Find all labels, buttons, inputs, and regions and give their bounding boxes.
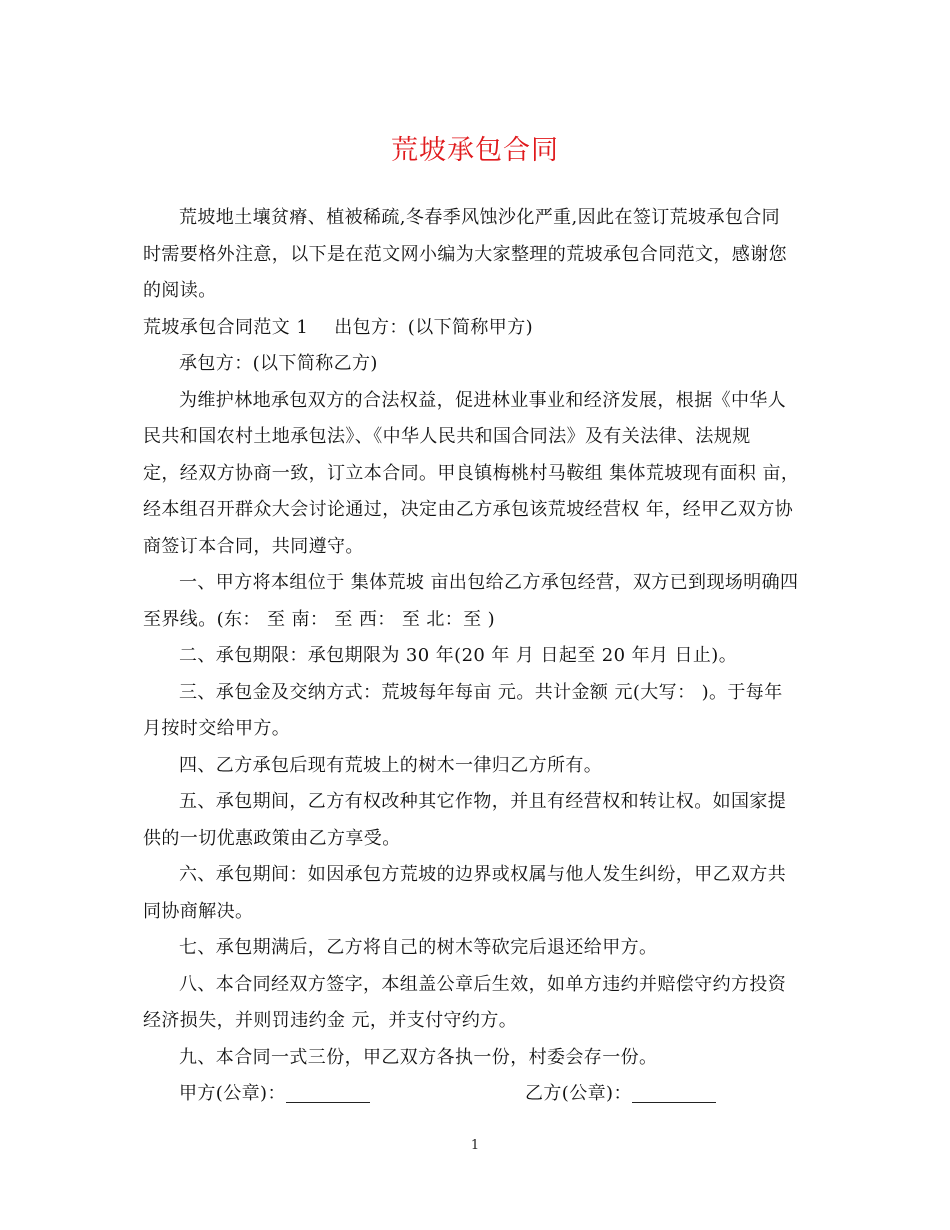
- clause-line: 一、甲方将本组位于 集体荒坡 亩出包给乙方承包经营，双方已到现场明确四: [179, 572, 799, 593]
- signature-row: [143, 1076, 811, 1113]
- party-b-paragraph: [143, 346, 811, 383]
- clause-9: [143, 1040, 811, 1077]
- document-body: [143, 200, 811, 1113]
- intro-line: 时需要格外注意，以下是在范文网小编为大家整理的荒坡承包合同范文，感谢您: [143, 243, 787, 265]
- clause-line: 三、承包金及交纳方式：荒坡每年每亩 元。共计金额 元(大写： )。于每年: [179, 681, 783, 703]
- clause-line: 六、承包期间：如因承包方荒坡的边界或权属与他人发生纠纷，甲乙双方共: [179, 864, 787, 885]
- clause-line: 四、乙方承包后现有荒坡上的树木一律归乙方所有。: [179, 754, 603, 776]
- clause-line: 七、承包期满后，乙方将自己的树木等砍完后退还给甲方。: [179, 937, 658, 958]
- party-b-signature-blank: [632, 1082, 716, 1103]
- preamble-paragraph: [143, 383, 811, 566]
- party-a-label: 出包方：(以下简称甲方): [334, 316, 534, 338]
- preamble-line: 经本组召开群众大会讨论通过，决定由乙方承包该荒坡经营权 年，经甲乙双方协: [143, 499, 794, 520]
- clause-line: 经济损失，并则罚违约金 元，并支付守约方。: [143, 1010, 518, 1031]
- clause-line: 八、本合同经双方签字，本组盖公章后生效，如单方违约并赔偿守约方投资: [179, 973, 787, 995]
- clause-2: [143, 638, 811, 675]
- page-number: 1: [470, 1138, 480, 1153]
- clause-4: [143, 748, 811, 785]
- clause-7: [143, 930, 811, 967]
- intro-paragraph: [143, 200, 811, 310]
- sample-heading-row: [143, 310, 811, 347]
- clause-line: 至界线。(东： 至 南： 至 西： 至 北：至 ): [143, 608, 496, 630]
- preamble-line: 民共和国农村土地承包法》、《中华人民共和国合同法》及有关法律、法规规: [143, 426, 751, 447]
- sample-heading: 荒坡承包合同范文 1: [143, 316, 309, 338]
- party-a-seal-label: 甲方(公章)：: [179, 1083, 286, 1104]
- preamble-line: 定，经双方协商一致，订立本合同。甲良镇梅桃村马鞍组 集体荒坡现有面积 亩，: [143, 462, 800, 484]
- document-title: 荒坡承包合同: [391, 135, 559, 166]
- clause-line: 九、本合同一式三份，甲乙双方各执一份，村委会存一份。: [179, 1046, 658, 1068]
- intro-line: 的阅读。: [143, 280, 217, 301]
- clause-6: [143, 857, 811, 930]
- party-b-seal-label: 乙方(公章)：: [525, 1083, 632, 1104]
- clause-1: [143, 565, 811, 638]
- clause-line: 月按时交给甲方。: [143, 718, 291, 739]
- clause-5: [143, 784, 811, 857]
- clause-line: 供的一切优惠政策由乙方享受。: [143, 827, 401, 849]
- party-b-signature: [525, 1076, 716, 1113]
- party-a-signature: [179, 1076, 370, 1113]
- clause-line: 同协商解决。: [143, 900, 254, 922]
- clause-line: 二、承包期限：承包期限为 30 年(20 年 月 日起至 20 年月 日止)。: [179, 645, 738, 666]
- party-b-label: 承包方：(以下简称乙方): [179, 353, 378, 374]
- preamble-line: 商签订本合同，共同遵守。: [143, 535, 364, 557]
- party-a-signature-blank: [286, 1082, 370, 1103]
- clause-8: [143, 967, 811, 1040]
- clause-line: 五、承包期间，乙方有权改种其它作物，并且有经营权和转让权。如国家提: [179, 791, 787, 812]
- intro-line: 荒坡地土壤贫瘠、植被稀疏,冬春季风蚀沙化严重,因此在签订荒坡承包合同: [179, 207, 781, 228]
- preamble-line: 为维护林地承包双方的合法权益，促进林业事业和经济发展，根据《中华人: [179, 389, 787, 411]
- clause-3: [143, 675, 811, 748]
